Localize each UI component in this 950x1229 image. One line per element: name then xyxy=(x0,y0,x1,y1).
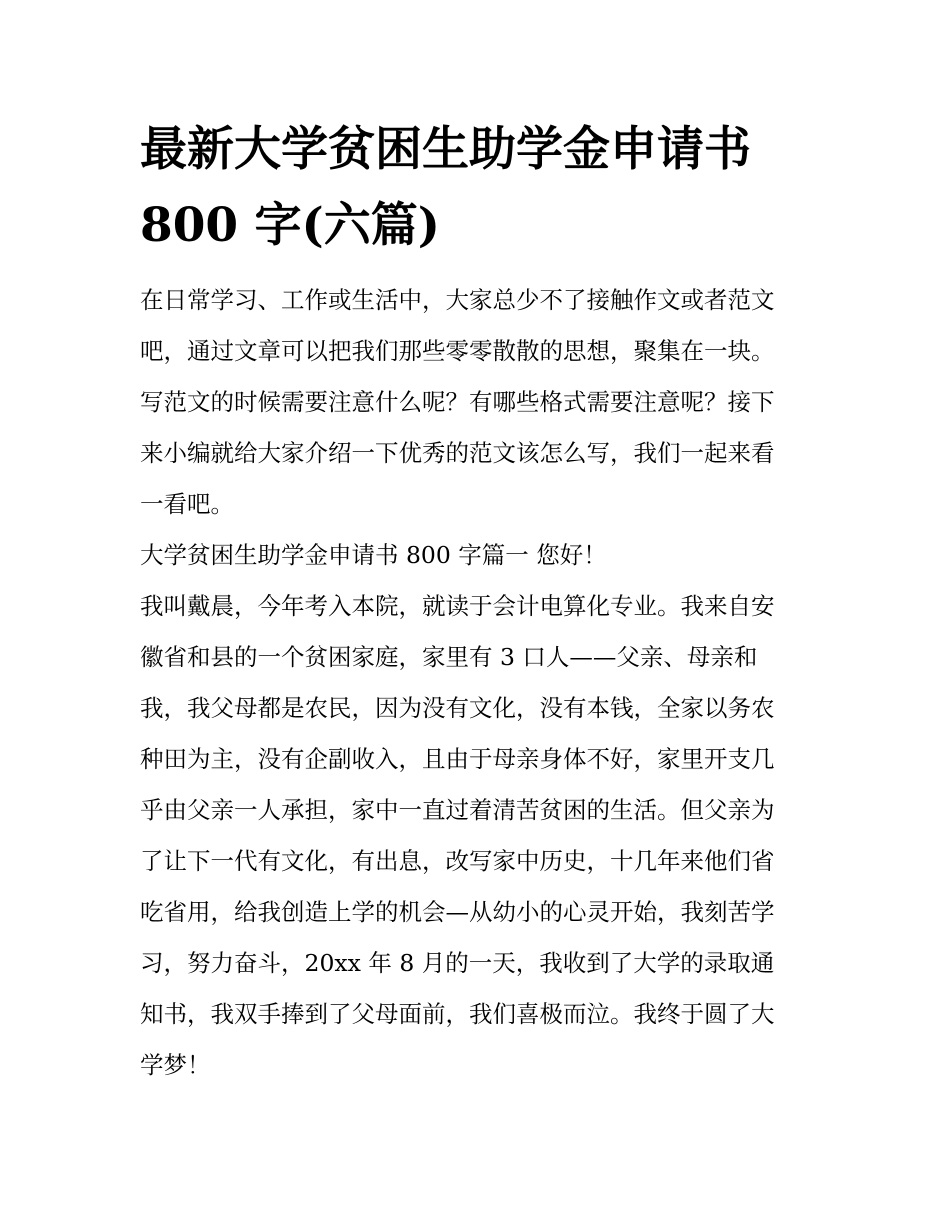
body-line: 吃省用，给我创造上学的机会—从幼小的心灵开始，我刻苦学 xyxy=(140,898,775,926)
document-title xyxy=(140,112,840,264)
body-line: 写范文的时候需要注意什么呢？有哪些格式需要注意呢？接下 xyxy=(140,388,775,416)
body-line: 知书，我双手捧到了父母面前，我们喜极而泣。我终于圆了大 xyxy=(140,1000,775,1028)
body-line: 我叫戴晨，今年考入本院，就读于会计电算化专业。我来自安 xyxy=(140,592,775,620)
document-body xyxy=(140,275,820,1091)
body-line: 种田为主，没有企副收入，且由于母亲身体不好，家里开支几 xyxy=(140,745,775,773)
title-line-2: 800 字(六篇) xyxy=(140,198,440,253)
section-heading-line: 大学贫困生助学金申请书 800 字篇一 您好！ xyxy=(140,541,607,569)
body-line: 徽省和县的一个贫困家庭，家里有 3 口人——父亲、母亲和 xyxy=(140,643,758,671)
body-line: 来小编就给大家介绍一下优秀的范文该怎么写，我们一起来看 xyxy=(140,439,775,467)
body-line: 我，我父母都是农民，因为没有文化，没有本钱，全家以务农 xyxy=(140,694,775,722)
body-line: 了让下一代有文化，有出息，改写家中历史，十几年来他们省 xyxy=(140,847,775,875)
title-line-1: 最新大学贫困生助学金申请书 xyxy=(140,122,751,177)
body-line: 习，努力奋斗，20xx 年 8 月的一天，我收到了大学的录取通 xyxy=(140,949,775,977)
body-line: 在日常学习、工作或生活中，大家总少不了接触作文或者范文 xyxy=(140,286,775,314)
body-line: 乎由父亲一人承担，家中一直过着清苦贫困的生活。但父亲为 xyxy=(140,796,775,824)
body-line: 学梦！ xyxy=(140,1051,211,1079)
body-line: 吧，通过文章可以把我们那些零零散散的思想，聚集在一块。 xyxy=(140,337,775,365)
body-line: 一看吧。 xyxy=(140,490,234,518)
